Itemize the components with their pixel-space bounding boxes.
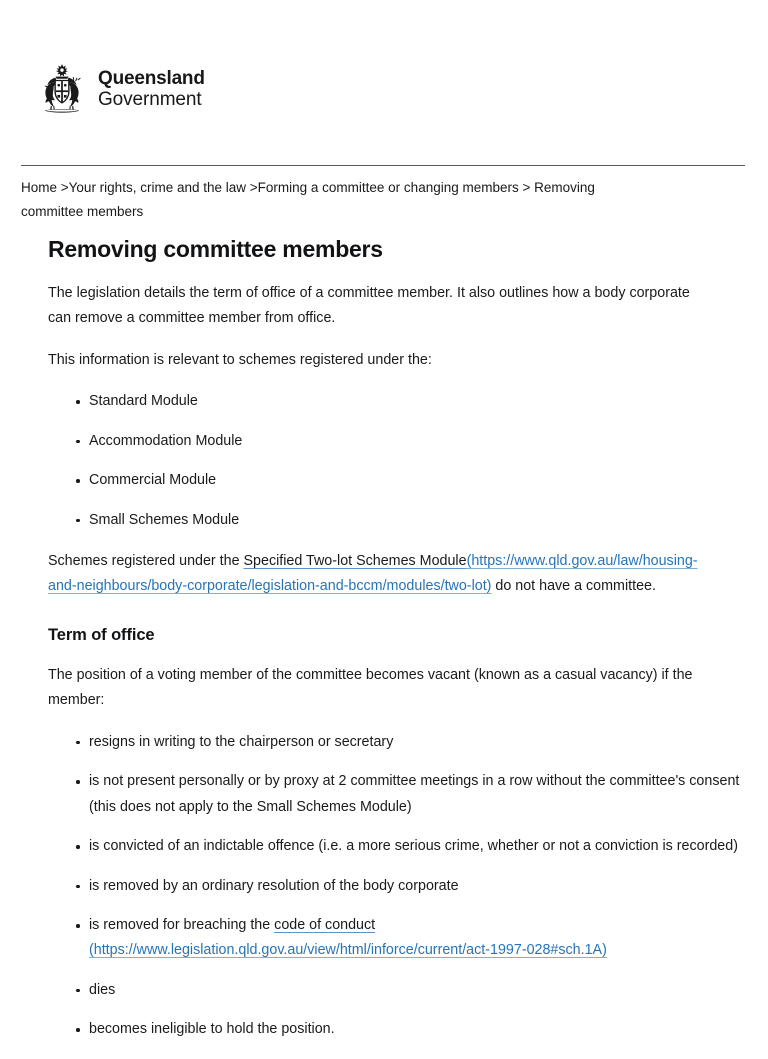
breadcrumb-separator: > [518,180,531,195]
relevance-paragraph: This information is relevant to schemes registered under the: [48,351,432,368]
header-divider [21,165,745,166]
page-content [0,176,768,1059]
list-item: is removed by an ordinary resolution of the body corporate [89,874,744,899]
code-of-conduct-link-url[interactable]: (https://www.legislation.qld.gov.au/view/html/inforce/current/act-1997-028#sch.1A) [89,942,607,959]
modules-list [48,389,744,533]
code-of-conduct-link-label[interactable]: code of conduct [274,917,376,934]
breadcrumb-item-home[interactable]: Home [21,180,58,195]
breadcrumb-item-your-rights[interactable]: Your rights, crime and the law [68,180,246,195]
two-lot-module-link-url[interactable]: (https://www.qld.gov.au/law/housing-and-neighbours/body-corporate/legislation-and-bccm/modules/two-lot) [48,552,698,595]
breadcrumb [21,176,633,224]
two-lot-paragraph [48,549,704,600]
two-lot-suffix: do not have a committee. [491,578,656,595]
breadcrumb-item-forming-a-committee[interactable]: Forming a committee or changing members [257,180,519,195]
wordmark-line-2: Government [98,89,202,110]
term-of-office-intro: The position of a voting member of the committee becomes vacant (known as a casual vacancy) if the member: [48,666,693,709]
page-header [0,0,768,166]
breadcrumb-separator: > [246,180,258,195]
list-item: resigns in writing to the chairperson or secretary [89,730,744,755]
queensland-government-logo[interactable] [35,62,205,116]
article [0,235,768,1043]
list-item: dies [89,978,744,1003]
page-title: Removing committee members [48,236,383,263]
list-item: Accommodation Module [89,429,744,454]
queensland-coat-of-arms-icon [35,62,89,116]
list-item: Commercial Module [89,468,744,493]
list-item: becomes ineligible to hold the position. [89,1017,744,1042]
list-item: Standard Module [89,389,744,414]
two-lot-prefix: Schemes registered under the [48,552,244,569]
breadcrumb-separator: > [57,180,69,195]
code-of-conduct-prefix: is removed for breaching the [89,917,275,934]
list-item: is convicted of an indictable offence (i.e. a more serious crime, whether or not a conviction is recorded) [89,834,744,859]
list-item: Small Schemes Module [89,508,744,533]
wordmark-line-1: Queensland [98,67,205,89]
intro-paragraph: The legislation details the term of office of a committee member. It also outlines how a body corporate can remove a committee member from office. [48,284,690,327]
list-item: is not present personally or by proxy at 2 committee meetings in a row without the committee's consent (this does not apply to the Small Schemes Module) [89,769,744,820]
breadcrumb-item-current: Removing committee members [21,180,595,220]
list-item-code-of-conduct [89,913,744,964]
two-lot-module-link-label[interactable]: Specified Two-lot Schemes Module [243,552,467,569]
section-heading-term-of-office: Term of office [48,625,155,644]
casual-vacancy-conditions-list [48,730,744,1043]
government-wordmark [98,68,205,111]
